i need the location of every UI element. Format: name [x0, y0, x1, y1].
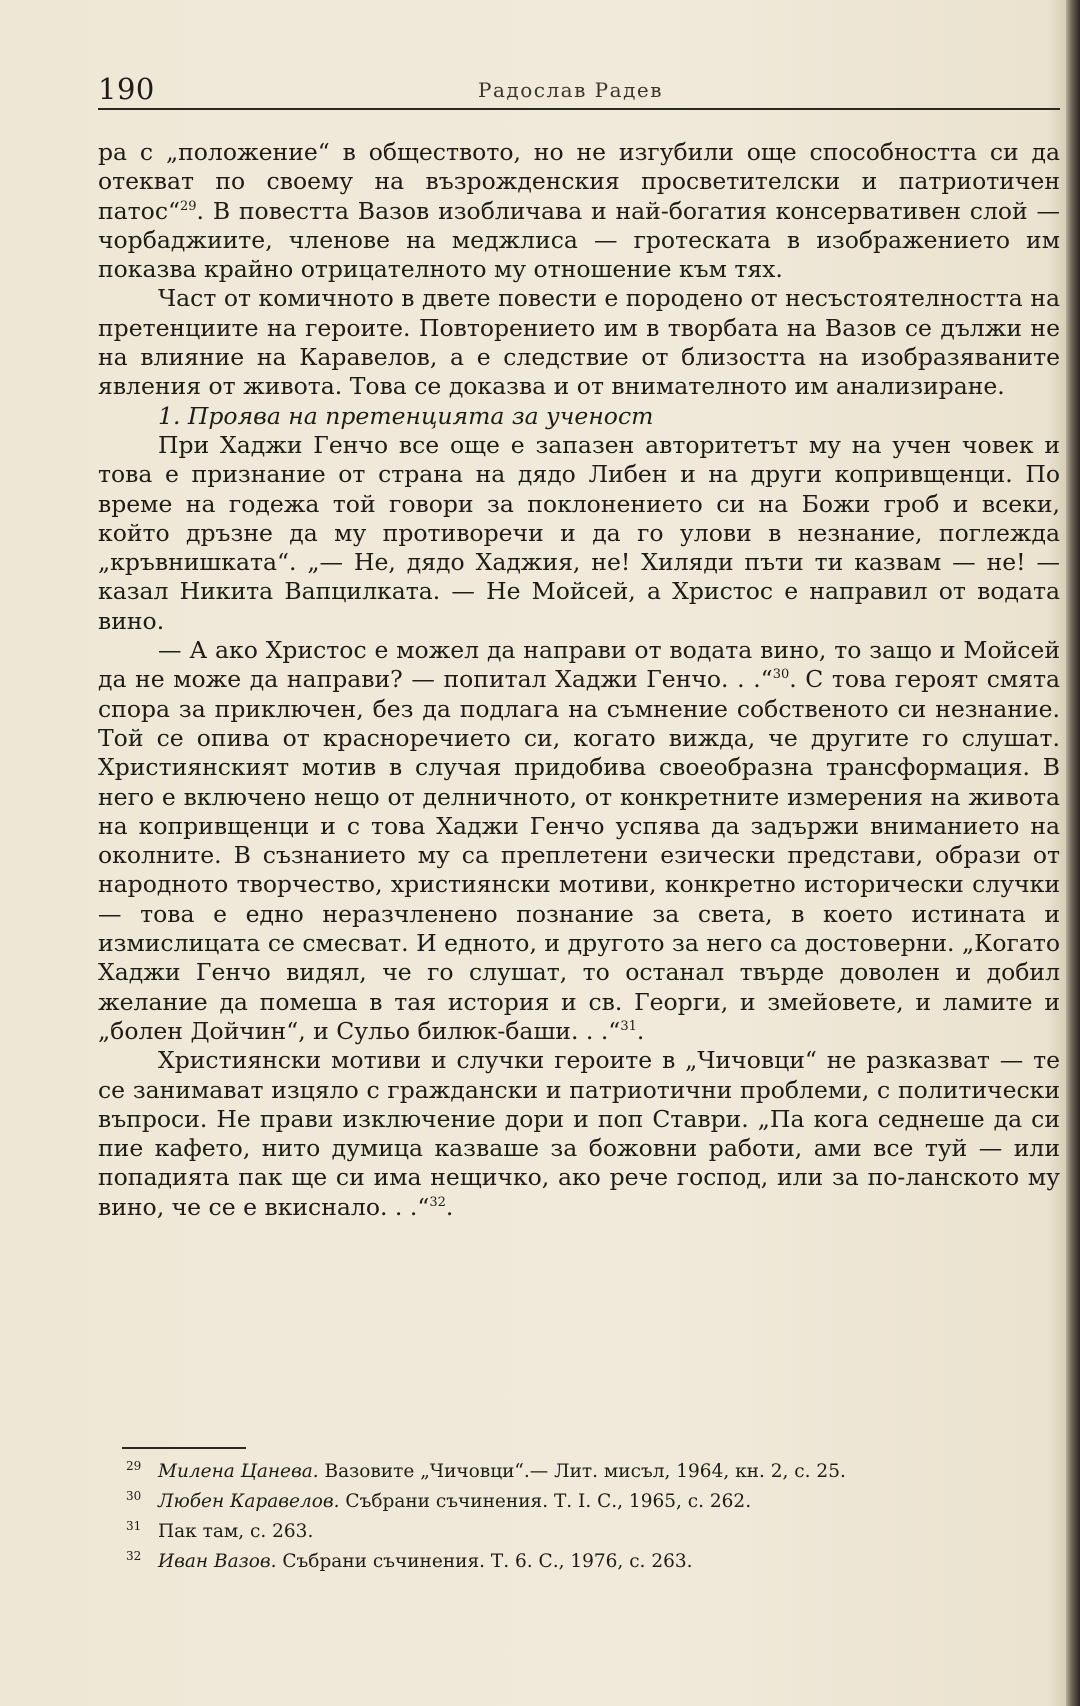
paragraph-1	[98, 138, 1060, 284]
paragraph-3: При Хаджи Генчо все още е запазен авторитетът му на учен човек и това е признание от страна на дядо Либен и на други копривщенци. По време на годежа той говори за поклонението си на Божи гроб и всеки, който дръзне да му противоречи и да го улови в незнание, поглежда „кръвнишката“. „— Не, дядо Хаджия, не! Хиляди пъти ти казвам — не! — казал Никита Вапцилката. — Не Мойсей, а Христос е направил от водата вино.	[98, 430, 1060, 635]
footnote-author: Милена Цанева.	[158, 1461, 319, 1482]
page-binding-edge	[1066, 0, 1080, 1706]
body-text	[98, 138, 1060, 1222]
footnote-32	[126, 1544, 1058, 1574]
footnote-text: Вазовите „Чичовци“.— Лит. мисъл, 1964, кн. 2, с. 25.	[318, 1461, 846, 1482]
footnote-ref-31: 31	[620, 1018, 637, 1034]
paragraph-1-text-end: . В повестта Вазов изобличава и най-богатия консервативен слой — чорбаджиите, членове на меджлиса — гротеската в изображението им показва крайно отрицателното му отношение към тях.	[98, 196, 1060, 284]
paragraph-5-text-end: .	[445, 1192, 454, 1221]
footnote-text: Събрани съчинения. Т. I. С., 1965, с. 262.	[339, 1491, 752, 1512]
paragraph-4-text-end: .	[636, 1016, 645, 1045]
footnote-31	[126, 1514, 1058, 1544]
footnotes	[126, 1454, 1058, 1574]
footnote-text: Пак там, с. 263.	[158, 1521, 314, 1542]
footnote-rule	[122, 1447, 246, 1449]
paragraph-4	[98, 636, 1060, 1046]
paragraph-2: Част от комичното в двете повести е породено от несъстоятелността на претенциите на героите. Повторението им в творбата на Вазов се дължи не на влияние на Каравелов, а е следствие от близостта на изобразяваните явления от живота. Това се доказва и от внимателното им анализиране.	[98, 284, 1060, 401]
paragraph-1-text: ра с „положение“ в обществото, но не изгубили още способността си да отекват по своему на възрожденския просветителски и патриотичен патос“	[98, 138, 1060, 225]
paragraph-5	[98, 1046, 1060, 1222]
paragraph-4-text: — А ако Христос е можел да направи от водата вино, то защо и Мойсей да не може да направи? — попитал Хаджи Генчо. . .“	[98, 636, 1060, 694]
footnote-number: 32	[126, 1549, 142, 1563]
footnote-ref-32: 32	[429, 1194, 446, 1210]
page-header	[98, 72, 1058, 112]
footnote-30	[126, 1484, 1058, 1514]
footnote-text: Събрани съчинения. Т. 6. С., 1976, с. 263.	[276, 1551, 693, 1572]
footnote-ref-29: 29	[180, 198, 197, 214]
page-number: 190	[98, 72, 155, 106]
section-heading: 1. Проява на претенцията за ученост	[158, 401, 654, 430]
footnote-author: Любен Каравелов.	[158, 1491, 340, 1512]
footnote-number: 30	[126, 1489, 142, 1503]
footnote-number: 31	[126, 1519, 142, 1533]
footnote-author: Иван Вазов.	[158, 1551, 277, 1572]
footnote-29	[126, 1454, 1058, 1484]
paragraph-4-text-middle: . С това героят смята спора за приключен, без да подлага на съмнение собственото си незнание. Той се опива от красноречието си, когато вижда, че другите го слушат. Християнският мотив в случая придобива своеобразна трансформация. В него е включено нещо от делничното, от конкретните измерения на живота на копривщенци и с това Хаджи Генчо успява да задържи вниманието на околните. В съзнанието му са преплетени езически представи, образи от народното творчество, християнски мотиви, конкретно исторически случки — това е едно неразчленено познание за света, в което истината и измислицата се смесват. И едното, и другото за него са достоверни. „Когато Хаджи Генчо видял, че го слушат, то останал твърде доволен и добил желание да помеша в тая история и св. Георги, и змейовете, и ламите и „болен Дойчин“, и Сульо билюк-баши. . .“	[98, 665, 1060, 1045]
paragraph-5-text: Християнски мотиви и случки героите в „Чичовци“ не разказват — те се занимават изцяло с граждански и патриотични проблеми, с политически въпроси. Не прави изключение дори и поп Ставри. „Па кога седнеше да си пие кафето, нито думица казваше за божовни работи, ами все туй — или попадията пак ще си има нещичко, ако рече господ, или за по-ланското му вино, че се е вкиснало. . .“	[98, 1046, 1060, 1221]
footnote-number: 29	[126, 1459, 142, 1473]
footnote-ref-30: 30	[772, 667, 790, 683]
header-rule	[98, 108, 1060, 110]
running-head: Радослав Радев	[478, 78, 663, 102]
